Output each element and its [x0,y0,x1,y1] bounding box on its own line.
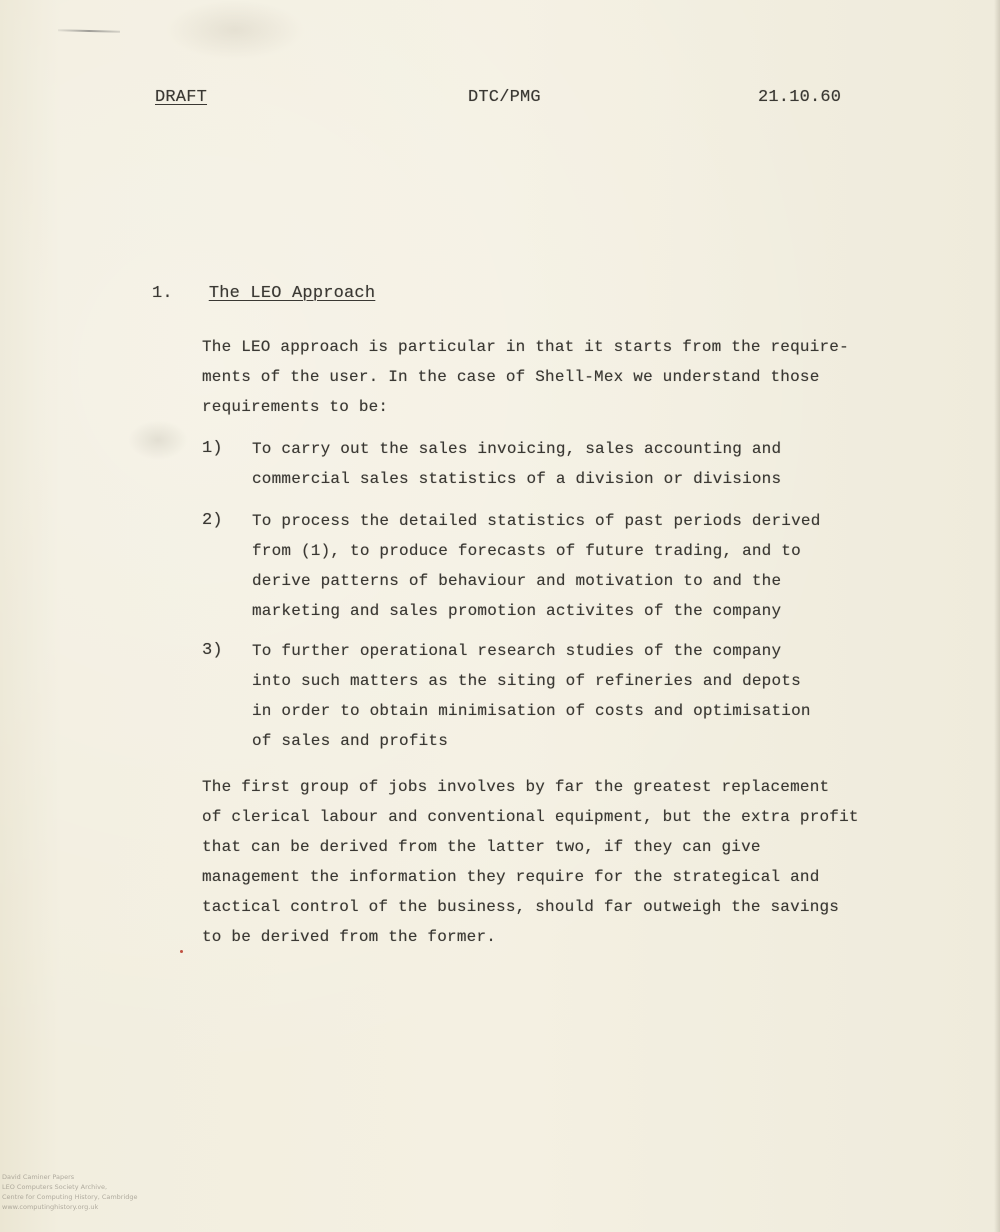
reference-code: DTC/PMG [468,88,541,107]
list-item-number: 3) [202,641,223,660]
list-item [202,636,882,756]
intro-paragraph: The LEO approach is particular in that it starts from the require- ments of the user. In the case of Shell-Mex we understand those requirements to be: [202,338,849,416]
document-date: 21.10.60 [758,88,842,107]
red-ink-dot [180,950,183,953]
list-item-number: 2) [202,511,223,530]
list-item-text: To process the detailed statistics of past periods derived from (1), to produce forecasts of future trading, and to derive patterns of behaviour and motivation to and the marketing and sales promotion activites of the company [252,512,821,620]
paper-edge-shadow [994,0,1000,1232]
section-title: The LEO Approach [208,284,376,303]
paper-blot [128,420,188,460]
archive-attribution-stamp: David Caminer Papers LEO Computers Society Archive, Centre for Computing History, Cambridge www.computinghistory.org.uk [2,1173,138,1211]
section-heading [152,284,375,303]
pencil-mark [58,29,120,33]
list-item-number: 1) [202,439,223,458]
list-item-text: To further operational research studies of the company into such matters as the siting of refineries and depots in order to obtain minimisation of costs and optimisation of sales and profits [252,642,811,750]
list-item [202,506,882,626]
list-item-text: To carry out the sales invoicing, sales accounting and commercial sales statistics of a division or divisions [252,440,782,488]
list-item [202,434,882,494]
draft-label: DRAFT [155,88,208,107]
paper-smudge [165,0,305,60]
section-number: 1. [152,284,173,303]
closing-paragraph: The first group of jobs involves by far the greatest replacement of clerical labour and conventional equipment, but the extra profit that can be derived from the latter two, if they can give management the information they require for the strategical and tactical control of the business, should far outweigh the savings to be derived from the former. [202,778,859,946]
